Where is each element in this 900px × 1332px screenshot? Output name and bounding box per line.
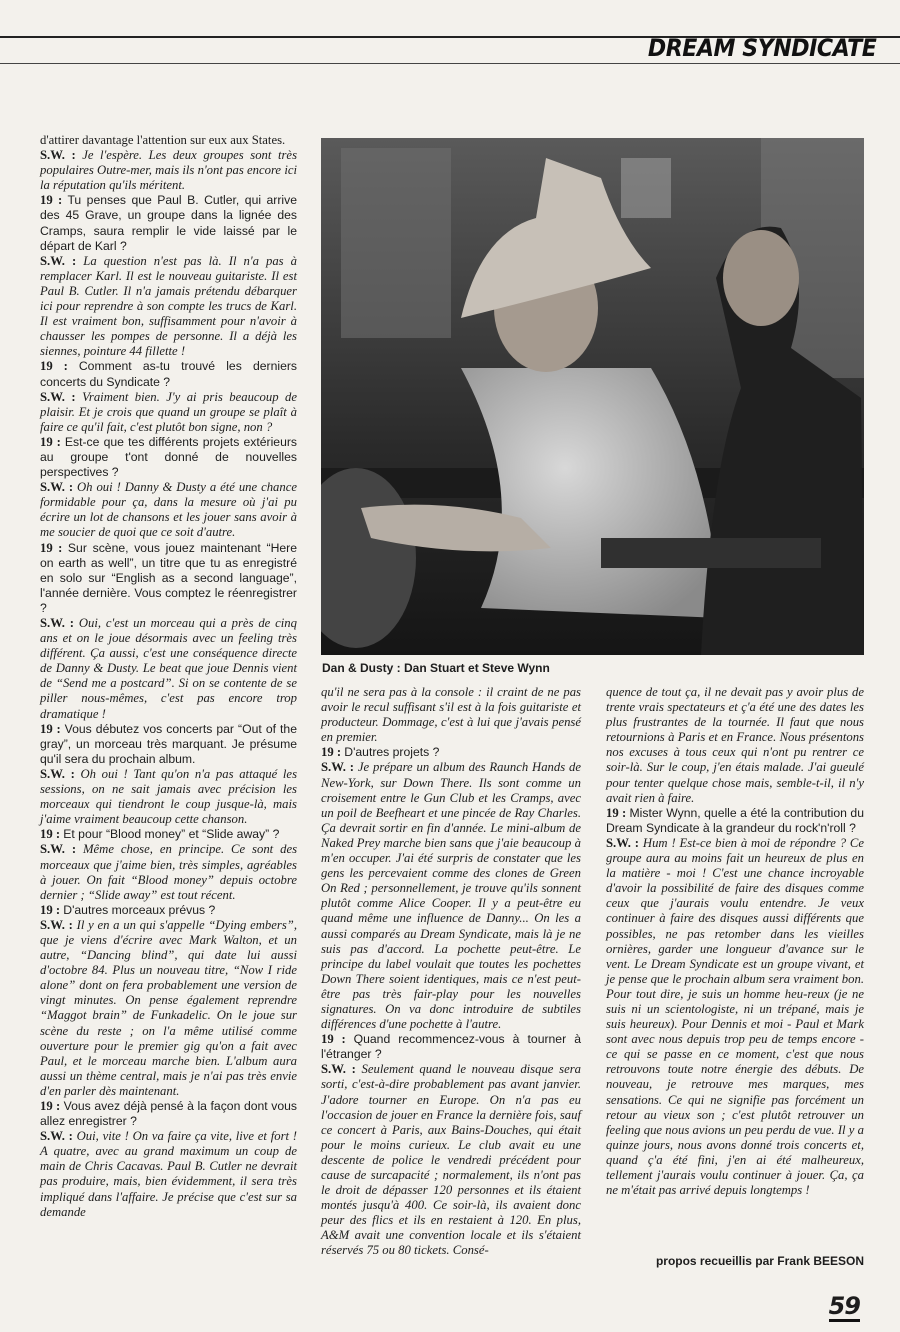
interview-question [40, 359, 297, 389]
interviewer-label: 19 : [321, 1032, 346, 1047]
speaker-label: S.W. : [40, 766, 75, 781]
interview-question [40, 903, 297, 918]
interviewer-label: 19 : [40, 193, 63, 208]
paragraph-text: Il y en a un qui s'appelle “Dying embers”, que je viens d'écrire avec Mark Walton, et un autre, “Dancing blind”, qui date lui aussi d'octobre 84. Plus un nouveau titre, “Now I ride alone” dont on fera probablement une version de vingt minutes. On pense également reprendre “Maggot brain” de Funkadelic. On le joue sur scène du reste ; on l'a même utilisé comme ouverture pour le premier gig qu'on a fait avec Paul, et le morceau marche bien. L'album aura aussi un thème central, mais je n'ai pas très envie d'en parler dès maintenant. [40, 917, 298, 1098]
paragraph-text: Même chose, en principe. Ce sont des morceaux que j'aime bien, très simples, agréables à jouer. On fait “Blood money” depuis octobre dernier ; “Slide away” est tout récent. [40, 842, 298, 902]
interview-answer [40, 842, 297, 902]
paragraph-text: d'attirer davantage l'attention sur eux aux States. [40, 133, 286, 147]
interview-answer [40, 767, 297, 827]
speaker-label: S.W. : [40, 842, 77, 857]
interviewer-label: 19 : [40, 827, 61, 842]
speaker-label: S.W. : [321, 1062, 356, 1077]
paragraph-text: Je prépare un album des Raunch Hands de New-York, sur Down There. Ils sont comme un croisement entre le Gun Club et les Cramps, avec un poil de Beefheart et une pincée de Ray Charles. Ça devrait sortir en fin d'année. Le mini-album de Naked Prey marche bien sans que j'aie beaucoup à m'en occuper. J'ai été surpris de constater que les gens les percevaient comme des clones de Green On Red ; personnellement, je trouve qu'ils sonnent plutôt comme Alice Cooper. Il y a peut-être eu quand même une influence de Danny... On les a aussi comparés au Dream Syndicate, mais là je ne suis pas d'accord. La pochette peut-être. Le principe du label voulait que toutes les pochettes Down There soient identiques, mais ce n'est peut-être pas très fair-play pour les nouvelles signatures. On va donc introduire de subtiles différences d'une pochette à l'autre. [321, 760, 581, 1032]
interview-answer [40, 1129, 297, 1220]
interview-answer [40, 480, 297, 540]
article-paragraph [40, 133, 297, 148]
paragraph-text: Oh oui ! Tant qu'on n'a pas attaqué les sessions, on ne sait jamais avec précision les morceaux qui tiendront le coup jusque-là, mais j'aime vraiment beaucoup cette chanson. [40, 766, 298, 827]
interview-question [40, 435, 297, 480]
interview-answer [321, 1062, 581, 1258]
speaker-label: S.W. : [40, 616, 74, 630]
paragraph-text: Oui, c'est un morceau qui a près de cinq ans et on le joue désormais avec un feeling très différent. Ça aussi, c'est une conséquence directe de Danny & Dusty. Le beat que joue Dennis vient de “Send me a postcard”. Si on se contente de se piller nous-mêmes, c'est pas encore trop dramatique ! [40, 616, 297, 721]
speaker-label: S.W. : [40, 389, 76, 404]
header-rule-thin [0, 63, 900, 64]
paragraph-text: Oh oui ! Danny & Dusty a été une chance formidable pour ça, dans la mesure où j'ai pu écrire un lot de chansons et les jouer sans avoir à me soucier de quoi que ce soit d'autre. [40, 480, 297, 540]
speaker-label: S.W. : [321, 760, 355, 775]
paragraph-text: Sur scène, vous jouez maintenant “Here on earth as well”, un titre que tu as enregistré en solo sur “English as a second language”, l'année dernière. Vous comptez le réenregistrer ? [40, 540, 297, 615]
paragraph-text: Mister Wynn, quelle a été la contribution du Dream Syndicate à la grandeur du rock'n'roll ? [606, 805, 864, 835]
paragraph-text: qu'il ne sera pas à la console : il craint de ne pas avoir le recul suffisant s'il est à la fois guitariste et producteur. Dommage, c'est à lui que j'avais pensé en premier. [321, 685, 581, 745]
paragraph-text: Seulement quand le nouveau disque sera sorti, c'est-à-dire probablement pas avant janvier. J'adore tourner en Europe. On n'a pas eu l'occasion de jouer en France la dernière fois, sauf ce concert à Paris, aux Bains-Douches, qui était pour le moins curieux. Le club avait eu une descente de police le vendredi précédent pour cause de surcapacité ; normalement, ils n'ont pas le droit de dépasser 120 personnes et ils étaient montés jusqu'à 400. Ce soir-là, ils avaient donc peur des flics et ils en restaient à 120. En plus, A&M avait une convention locale et ils s'étaient réservés 75 ou 80 tickets. Consé- [321, 1062, 581, 1258]
speaker-label: S.W. : [40, 148, 76, 163]
interview-question [40, 722, 297, 767]
interviewer-label: 19 : [321, 745, 342, 760]
interview-answer [40, 918, 297, 1099]
paragraph-text: La question n'est pas là. Il n'a pas à remplacer Karl. Il est le nouveau guitariste. Il est Paul B. Cutler. Il n'a jamais prétendu débarquer ici pour reprendre à son compte les trucs de Karl. Il est vraiment bon, suffisamment pour n'avoir à chausser les pompes de personne. Il a déjà les siennes, pointure 44 fillette ! [40, 253, 297, 359]
speaker-label: S.W. : [40, 1129, 73, 1144]
speaker-label: S.W. : [40, 917, 73, 932]
interviewer-label: 19 : [40, 434, 61, 449]
interview-question [40, 827, 297, 842]
photo-caption: Dan & Dusty : Dan Stuart et Steve Wynn [322, 661, 550, 675]
author-credit: propos recueillis par Frank BEESON [655, 1254, 864, 1268]
paragraph-text: Tu penses que Paul B. Cutler, qui arrive des 45 Grave, un groupe dans la lignée des Cramps, saura remplir le vide laissé par le départ de Karl ? [40, 193, 297, 253]
interview-answer [40, 616, 297, 722]
band-photo [321, 138, 864, 655]
interview-question [40, 541, 297, 616]
interview-question [40, 193, 297, 253]
paragraph-text: Oui, vite ! On va faire ça vite, live et fort ! A quatre, avec au grand maximum un coup de main de Chris Cacavas. Paul B. Cutler ne devrait pas produire, mais, bien évidemment, il sera très impliqué dans l'affaire. Je précise que c'est sur sa demande [40, 1129, 297, 1219]
interview-question [606, 806, 864, 836]
paragraph-text: Je l'espère. Les deux groupes sont très populaires Outre-mer, mais ils n'ont pas encore ici la réputation qu'ils méritent. [40, 148, 298, 193]
paragraph-text: Comment as-tu trouvé les derniers concerts du Syndicate ? [40, 359, 297, 389]
paragraph-text: Vous avez déjà pensé à la façon dont vous allez enregistrer ? [40, 1099, 298, 1129]
photo-illustration [321, 138, 864, 655]
paragraph-text: Est-ce que tes différents projets extérieurs au groupe t'ont donné de nouvelles perspectives ? [40, 434, 297, 480]
paragraph-text: quence de tout ça, il ne devait pas y avoir plus de trente vrais spectateurs et ç'a été une des dates les plus frustrantes de la tournée. Il faut que nous retournions à Paris et en France. Nous présentons nos excuses à tous ceux qui n'ont pu rentrer ce soir-là. Sur le coup, j'en étais malade. J'ai gueulé pour tenter quelque chose mais, semble-t-il, il n'y avait rien à faire. [606, 685, 864, 805]
interview-question [321, 1032, 581, 1062]
paragraph-text: Quand recommencez-vous à tourner à l'étranger ? [321, 1032, 581, 1062]
interview-answer [606, 836, 864, 1198]
speaker-label: S.W. : [40, 480, 74, 495]
interview-question [321, 745, 581, 760]
speaker-label: S.W. : [40, 253, 77, 268]
interview-answer [40, 254, 297, 360]
section-title: DREAM SYNDICATE [647, 34, 876, 62]
paragraph-text: D'autres morceaux prévus ? [63, 902, 216, 917]
interview-answer [40, 390, 297, 435]
interview-answer [40, 148, 297, 193]
article-column-2 [321, 685, 581, 1259]
interview-answer [321, 760, 581, 1032]
interviewer-label: 19 : [40, 902, 61, 917]
paragraph-text: D'autres projets ? [344, 745, 440, 760]
interviewer-label: 19 : [40, 359, 68, 374]
paragraph-text: Vraiment bien. J'y ai pris beaucoup de plaisir. Et je crois que quand un groupe se plaît à faire ce qu'il fait, c'est plutôt bon signe, non ? [40, 389, 298, 434]
page-number: 59 [828, 1292, 860, 1320]
interviewer-label: 19 : [40, 540, 63, 555]
paragraph-text: Et pour “Blood money” et “Slide away” ? [63, 827, 280, 842]
interviewer-label: 19 : [606, 805, 627, 820]
article-column-1 [40, 133, 297, 1220]
paragraph-text: Hum ! Est-ce bien à moi de répondre ? Ce groupe aura au moins fait un heureux de plus en la matière - moi ! C'est une chance incroyable d'avoir la possibilité de faire des disques comme ceux que j'aurais voulu entendre. Je veux continuer à faire des disques aussi différents que possibles, ne pas retomber dans les vieilles ornières, garder une longueur d'avance sur le vent. Le Dream Syndicate est un groupe vivant, et je pense que le prochain album sera vraiment bon. Pour tout dire, je suis un homme heu-reux (je ne suis ni un scientologiste, ni un trépané, mais je suis heureux). Pour Dennis et moi - Paul et Mark sont avec nous depuis trop peu de temps encore - ce qui se passe en ce moment, c'est que nous retrouvons toute notre énergie des débuts. De nouveau, je retrouve mes marques, mes sensations. Ce qui ne signifie pas forcément un retour au vieux son ; c'est plutôt retrouver un feeling que nous avions un peu perdu de vue. Il y a quinze jours, nous avons donné trois concerts et, quand ç'a été fini, j'en ai été malheureux, tellement j'aurais voulu continuer à jouer. Ça, ça ne m'était pas arrivé depuis longtemps ! [606, 835, 864, 1198]
article-column-3 [606, 685, 864, 1198]
interviewer-label: 19 : [40, 721, 61, 736]
interview-answer [606, 685, 864, 806]
paragraph-text: Vous débutez vos concerts par “Out of the gray”, un morceau très marquant. Je présume qu'il sera du prochain album. [40, 721, 297, 766]
speaker-label: S.W. : [606, 835, 640, 850]
interviewer-label: 19 : [40, 1099, 61, 1113]
interview-question [40, 1099, 297, 1129]
interview-answer [321, 685, 581, 745]
